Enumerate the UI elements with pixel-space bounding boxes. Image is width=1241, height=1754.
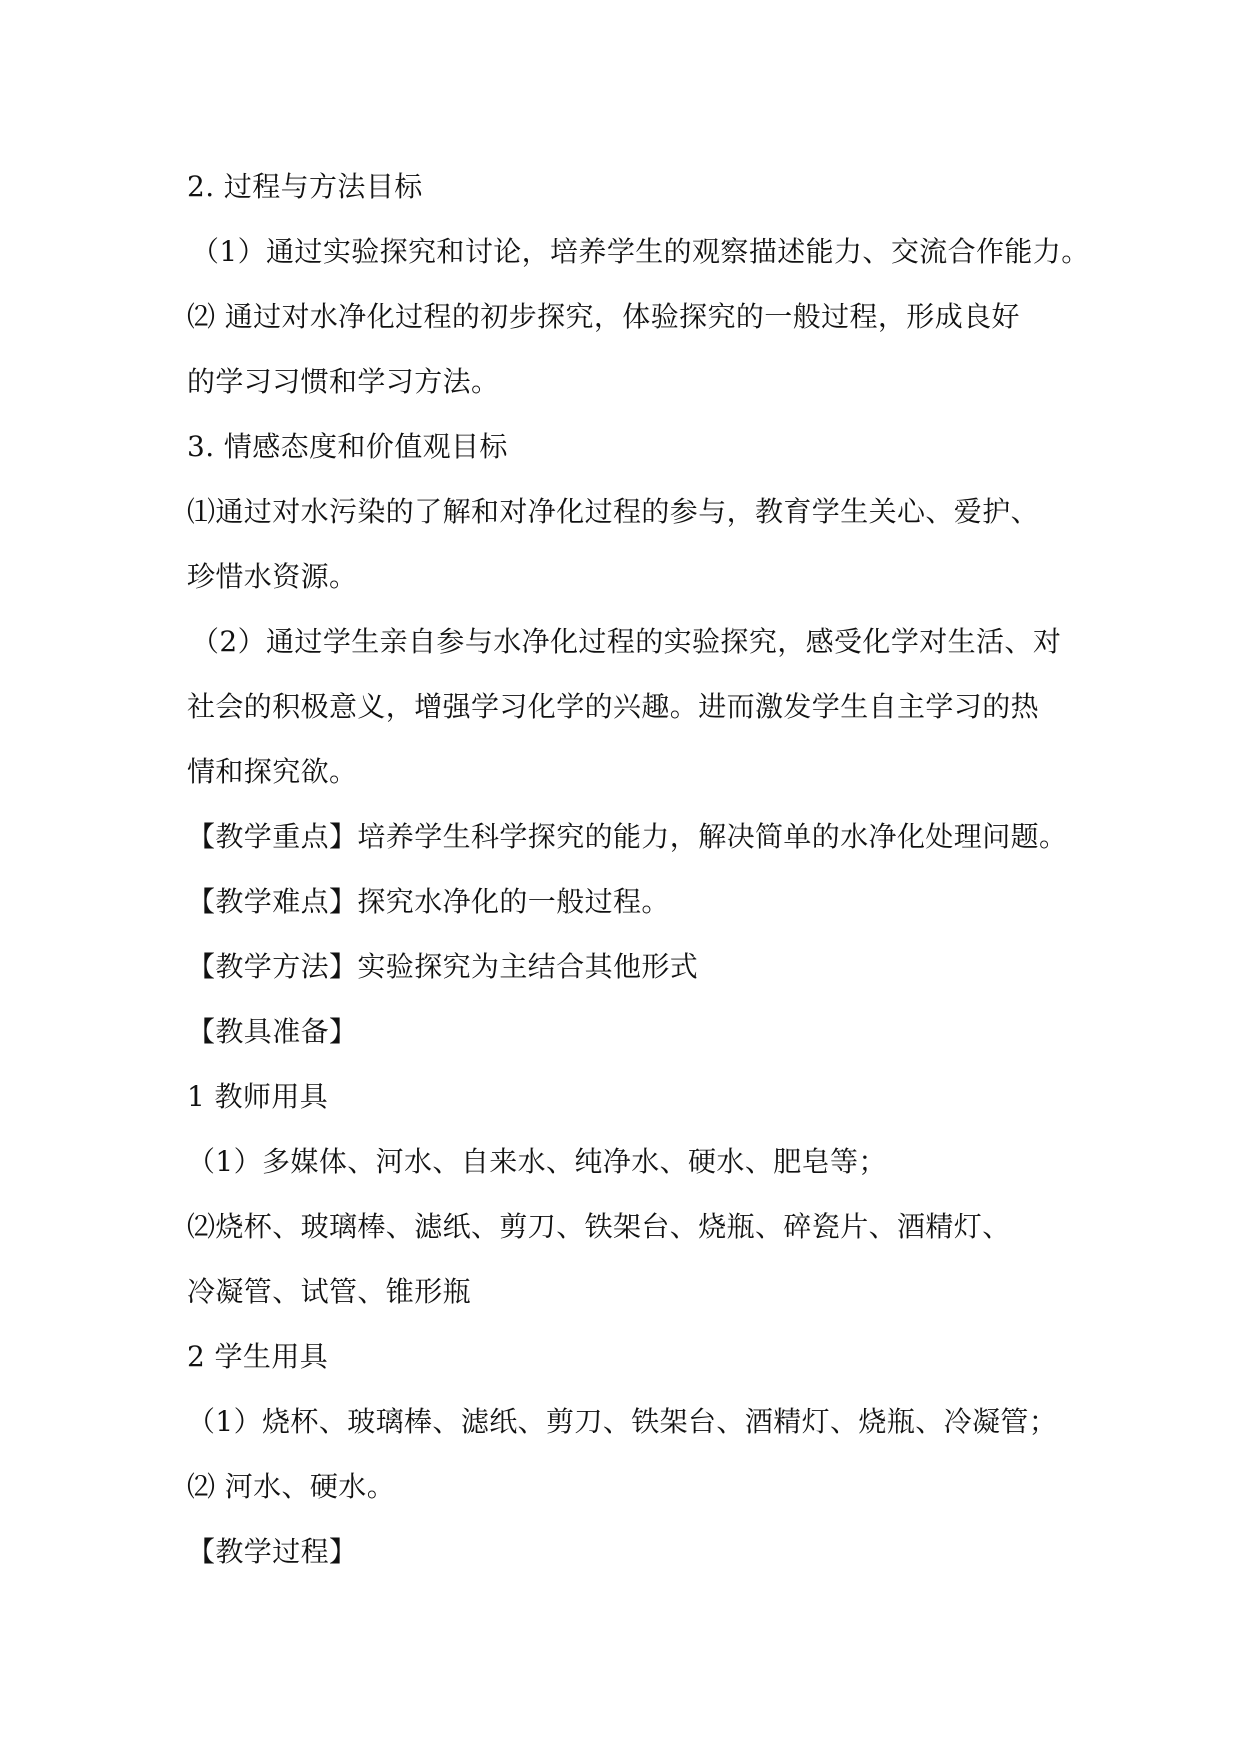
list-item-continuation: 冷凝管、试管、锥形瓶 bbox=[187, 1275, 472, 1308]
document-body bbox=[187, 154, 1090, 1584]
paragraph-line: 情和探究欲。 bbox=[187, 755, 358, 788]
paragraph-line: （2）通过学生亲自参与水净化过程的实验探究，感受化学对生活、对 bbox=[191, 625, 1062, 658]
teaching-difficulty: 【教学难点】探究水净化的一般过程。 bbox=[187, 885, 670, 918]
list-item: ⑵烧杯、玻璃棒、滤纸、剪刀、铁架台、烧瓶、碎瓷片、酒精灯、 bbox=[187, 1210, 1011, 1243]
list-item: （1）烧杯、玻璃棒、滤纸、剪刀、铁架台、酒精灯、烧瓶、冷凝管； bbox=[187, 1405, 1058, 1438]
paragraph-line: ⑴通过对水污染的了解和对净化过程的参与，教育学生关心、爱护、 bbox=[187, 495, 1040, 528]
list-item: ⑵ 河水、硬水。 bbox=[187, 1470, 396, 1503]
paragraph-line: 社会的积极意义，增强学习化学的兴趣。进而激发学生自主学习的热 bbox=[187, 690, 1040, 723]
paragraph-line: （1）通过实验探究和讨论，培养学生的观察描述能力、交流合作能力。 bbox=[191, 235, 1090, 268]
paragraph-line: 珍惜水资源。 bbox=[187, 560, 358, 593]
section-heading-attitudes-values: 3. 情感态度和价值观目标 bbox=[187, 430, 508, 463]
teacher-tools-heading: 1 教师用具 bbox=[187, 1080, 329, 1113]
teaching-method: 【教学方法】实验探究为主结合其他形式 bbox=[187, 950, 699, 983]
paragraph-line: 的学习习惯和学习方法。 bbox=[187, 365, 500, 398]
list-item: （1）多媒体、河水、自来水、纯净水、硬水、肥皂等； bbox=[187, 1145, 887, 1178]
section-heading-process-methods: 2. 过程与方法目标 bbox=[187, 170, 423, 203]
teaching-aids-heading: 【教具准备】 bbox=[187, 1015, 358, 1048]
paragraph-line: ⑵ 通过对水净化过程的初步探究，体验探究的一般过程，形成良好 bbox=[187, 300, 1020, 333]
teaching-process-heading: 【教学过程】 bbox=[187, 1535, 358, 1568]
student-tools-heading: 2 学生用具 bbox=[187, 1340, 329, 1373]
teaching-key-point: 【教学重点】培养学生科学探究的能力，解决简单的水净化处理问题。 bbox=[187, 820, 1068, 853]
